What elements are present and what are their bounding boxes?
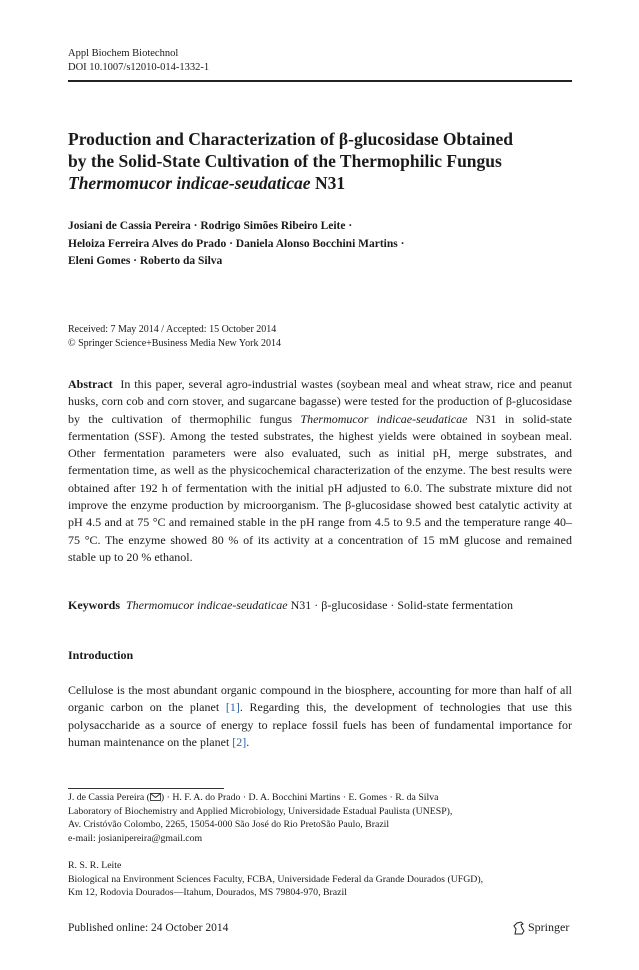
affiliation-block-1 — [68, 791, 578, 845]
springer-wordmark: Springer — [528, 920, 570, 934]
affiliation-1-author-a: J. de Cassia Pereira ( — [68, 792, 150, 803]
keywords-species: Thermomucor indicae-seudaticae — [126, 598, 288, 612]
keywords — [68, 597, 578, 614]
affiliation-1-authors — [68, 791, 578, 805]
authors-line-1: Josiani de Cassia Pereira · Rodrigo Simões Ribeiro Leite · — [68, 220, 353, 232]
introduction-paragraph — [68, 682, 572, 751]
section-heading-introduction: Introduction — [68, 648, 134, 662]
affiliation-1-address: Av. Cristóvão Colombo, 2265, 15054-000 São José do Rio PretoSão Paulo, Brazil — [68, 819, 390, 830]
title-strain: N31 — [310, 173, 346, 193]
journal-header — [68, 47, 209, 75]
title-line-3 — [68, 172, 578, 194]
citation-link-2[interactable]: [2] — [232, 734, 247, 749]
intro-text-3: . — [246, 734, 250, 749]
footnote-rule — [68, 788, 224, 789]
abstract-species: Thermomucor indicae-seudaticae — [300, 411, 468, 426]
author-list — [68, 218, 572, 271]
authors-line-3: Eleni Gomes · Roberto da Silva — [68, 255, 223, 267]
intro-text-1: Cellulose is the most abundant organic compound in the biosphere, accounting for more than half of all organic carbon on the planet — [68, 683, 572, 715]
paper-title — [68, 128, 578, 194]
abstract-text-b: N31 in solid-state fermentation (SSF). Among the tested substrates, the highest yields were obtained in soybean meal. Other fermentation parameters were also evaluated, such as initial pH, merge substrates, and fermentation time, as well as the physicochemical characterization of the enzyme. The best results were obtained after 192 h of fermentation with the initial pH adjusted to 6.0. The substrate mixture did not improve the enzyme production by microorganism. The β-glucosidase showed best catalytic activity at pH 4.5 and at 75 °C and remained stable in the pH range from 4.5 to 9.5 and the temperature range 40–75 °C. The enzyme showed 80 % of its activity at a concentration of 15 mM glucose and remained stable up to 20 % ethanol. — [68, 411, 572, 564]
springer-logo — [512, 920, 569, 935]
abstract — [68, 376, 572, 566]
copyright: © Springer Science+Business Media New York 2014 — [68, 338, 281, 349]
title-line-1: Production and Characterization of β-glucosidase Obtained — [68, 129, 513, 149]
title-line-2: by the Solid-State Cultivation of the Thermophilic Fungus — [68, 151, 502, 171]
affiliation-2-author: R. S. R. Leite — [68, 860, 122, 871]
affiliation-1-email[interactable]: e-mail: josianipereira@gmail.com — [68, 832, 203, 844]
doi: DOI 10.1007/s12010-014-1332-1 — [68, 62, 210, 73]
abstract-text-a: In this paper, several agro-industrial wastes (soybean meal and wheat straw, rice and peanut husks, corn cob and corn stover, and sugarcane bagasse) were tested for the production of β-glucosidase by the cultivation of thermophilic fungus — [68, 377, 572, 426]
article-dates — [68, 323, 281, 351]
journal-name: Appl Biochem Biotechnol — [68, 48, 179, 59]
affiliation-2-institution: Biological na Environment Sciences Faculty, FCBA, Universidade Federal da Grande Dourados (UFGD), — [68, 873, 484, 885]
intro-text-2: . Regarding this, the development of technologies that use this polysaccharide as a source of energy to replace fossil fuels has been of fundamental importance for human maintenance on the planet — [68, 700, 572, 749]
keywords-rest: N31 · β-glucosidase · Solid-state fermentation — [287, 598, 514, 612]
affiliation-2-address: Km 12, Rodovia Dourados—Itahum, Dourados, MS 79804-970, Brazil — [68, 887, 347, 898]
affiliation-1-institution: Laboratory of Biochemistry and Applied Microbiology, Universidade Estadual Paulista (UNESP), — [68, 805, 453, 817]
springer-horse-icon — [512, 921, 526, 935]
header-rule — [68, 80, 572, 82]
abstract-label: Abstract — [68, 377, 113, 391]
affiliation-block-2 — [68, 859, 578, 900]
title-species: Thermomucor indicae-seudaticae — [68, 173, 311, 193]
keywords-label: Keywords — [68, 598, 120, 612]
affiliation-1-author-b: ) · H. F. A. do Prado · D. A. Bocchini Martins · E. Gomes · R. da Silva — [160, 792, 439, 803]
published-date: Published online: 24 October 2014 — [68, 922, 229, 934]
envelope-icon — [150, 793, 161, 801]
citation-link-1[interactable]: [1] — [225, 700, 240, 715]
authors-line-2: Heloiza Ferreira Alves do Prado · Daniela Alonso Bocchini Martins · — [68, 237, 405, 250]
received-accepted: Received: 7 May 2014 / Accepted: 15 October 2014 — [68, 324, 277, 335]
